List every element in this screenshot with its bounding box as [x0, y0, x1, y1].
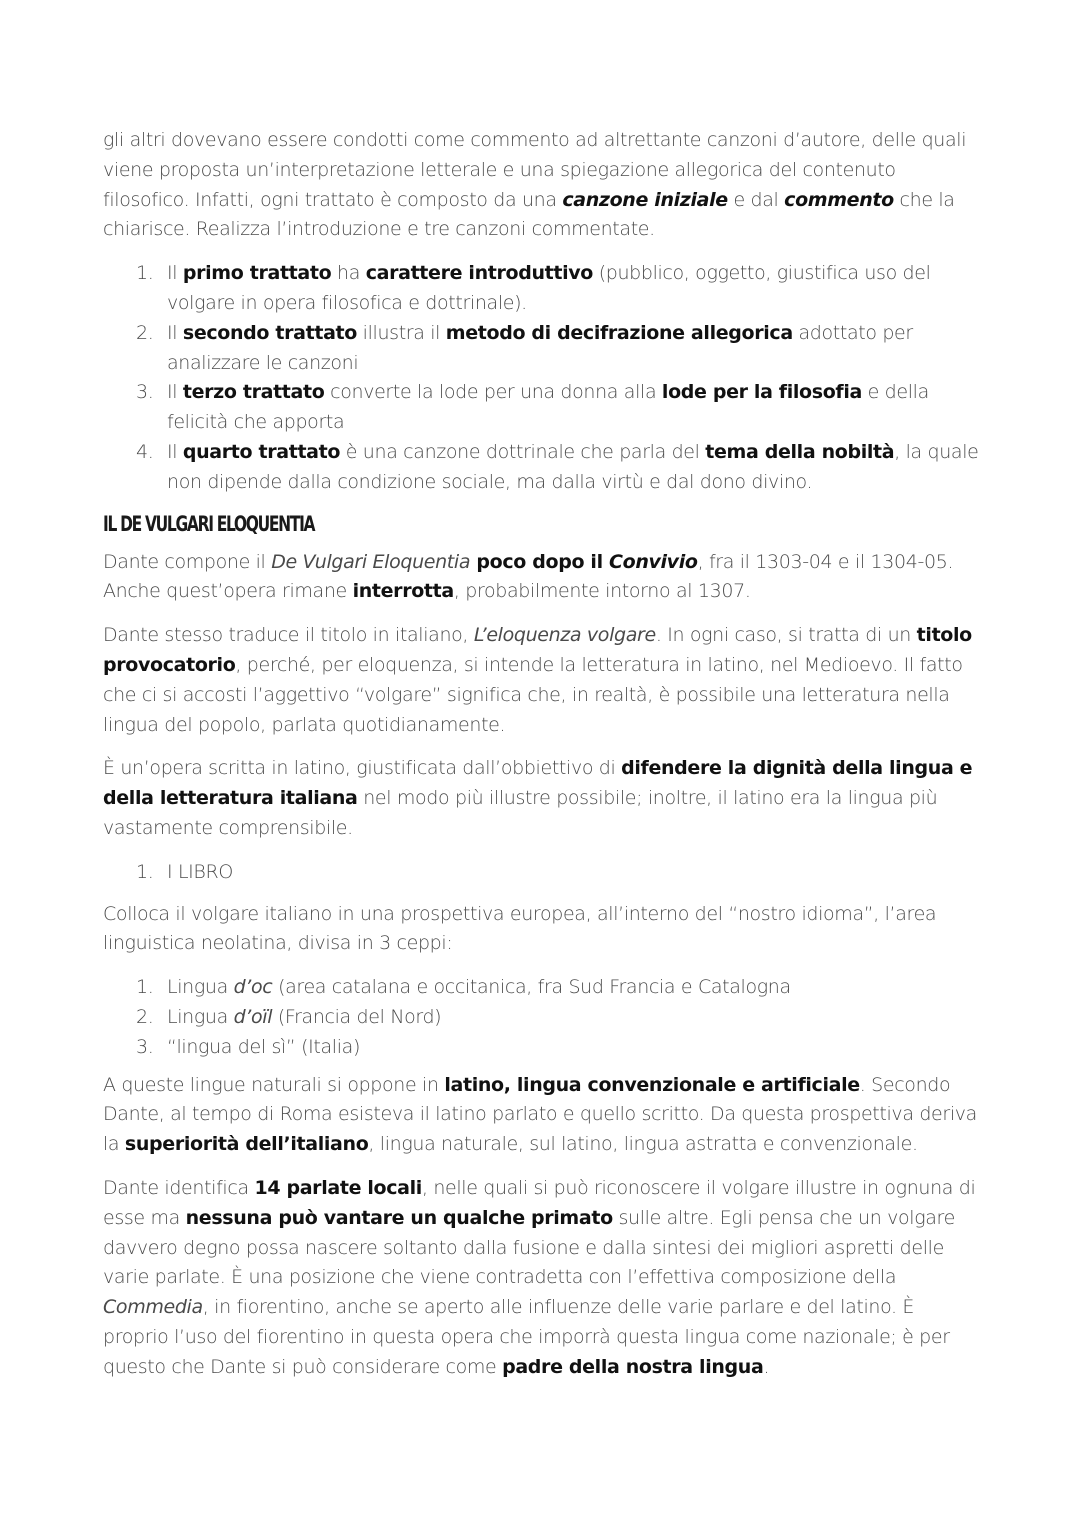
list-item: 1. Il primo trattato ha carattere introduttivo (pubblico, oggetto, giustifica uso del volgare in opera filosofica e dottrinale).: [136, 262, 931, 314]
paragraph-title: Dante stesso traduce il titolo in italiano, L’eloquenza volgare. In ogni caso, si tratta di un titolo provocatorio, perché, per eloquenza, si intende la letteratura in latino, nel Medioevo. Il fatto che ci si accosti l’aggettivo “volgare” significa che, in realtà, è possibile una letteratura nella lingua del popolo, parlata quotidianamente.: [103, 624, 972, 736]
paragraph-european: Colloca il volgare italiano in una prospettiva europea, all’interno del “nostro idioma”, l’area linguistica neolatina, divisa in 3 ceppi:: [103, 902, 937, 955]
intro-paragraph: [103, 126, 980, 245]
list-item: 1. Lingua d’oc (area catalana e occitanica, fra Sud Francia e Catalogna: [136, 976, 791, 999]
text: e dal: [727, 188, 785, 211]
paragraph-natural-languages: A queste lingue naturali si oppone in latino, lingua convenzionale e artificiale. Secondo Dante, al tempo di Roma esisteva il latino parlato e quello scritto. Da questa prospettiva deriva la superiorità dell’italiano, lingua naturale, sul latino, lingua astratta e convenzionale.: [103, 1073, 977, 1156]
section-heading: IL DE VULGARI ELOQUENTIA: [103, 511, 315, 536]
paragraph-latin: È un’opera scritta in latino, giustificata dall’obbiettivo di difendere la dignità della lingua e della letteratura italiana nel modo più illustre possibile; inoltre, il latino era la lingua più vastamente comprensibile.: [103, 757, 973, 839]
list-item: 3. “lingua del sì” (Italia): [136, 1035, 361, 1058]
treatises-list: [103, 259, 980, 497]
list-item: 2. Lingua d’oïl (Francia del Nord): [136, 1005, 442, 1028]
paragraph-local-dialects: Dante identifica 14 parlate locali, nelle quali si può riconoscere il volgare illustre in ognuna di esse ma nessuna può vantare un qualche primato sulle altre. Egli pensa che un volgare davvero degno possa nascere soltanto dalla fusione e dalla sintesi dei migliori aspretti delle varie parlate. È una posizione che viene contradetta con l’effettiva composizione della Commedia, in fiorentino, anche se aperto alle influenze delle varie parlare e del latino. È proprio l’uso del fiorentino in questa opera che imporrà questa lingua come nazionale; è per questo che Dante si può considerare come padre della nostra lingua.: [103, 1176, 976, 1378]
text: che la chiarisce. Realizza l’introduzione e tre canzoni commentate.: [103, 188, 955, 241]
emphasis: canzone iniziale: [562, 188, 728, 211]
paragraph-composition: Dante compone il De Vulgari Eloquentia poco dopo il Convivio, fra il 1303-04 e il 1304-05. Anche quest’opera rimane interrotta, probabilmente intorno al 1307.: [103, 550, 954, 603]
emphasis: commento: [784, 188, 894, 211]
list-item: 4. Il quarto trattato è una canzone dottrinale che parla del tema della nobiltà, la quale non dipende dalla condizione sociale, ma dalla virtù e dal dono divino.: [136, 440, 979, 493]
list-item: 3. Il terzo trattato converte la lode per una donna alla lode per la filosofia e della felicità che apporta: [136, 381, 929, 434]
languages-list: [103, 973, 980, 1062]
book-list: [103, 858, 980, 888]
text: gli altri dovevano essere condotti come commento ad altrettante canzoni d’autore, delle quali viene proposta un’interpretazione letterale e una spiegazione allegorica del contenuto filosofico. Infatti, ogni trattato è composto da una: [103, 129, 967, 211]
list-item: 2. Il secondo trattato illustra il metodo di decifrazione allegorica adottato per analizzare le canzoni: [136, 321, 913, 374]
list-item: 1. I LIBRO: [136, 860, 233, 883]
